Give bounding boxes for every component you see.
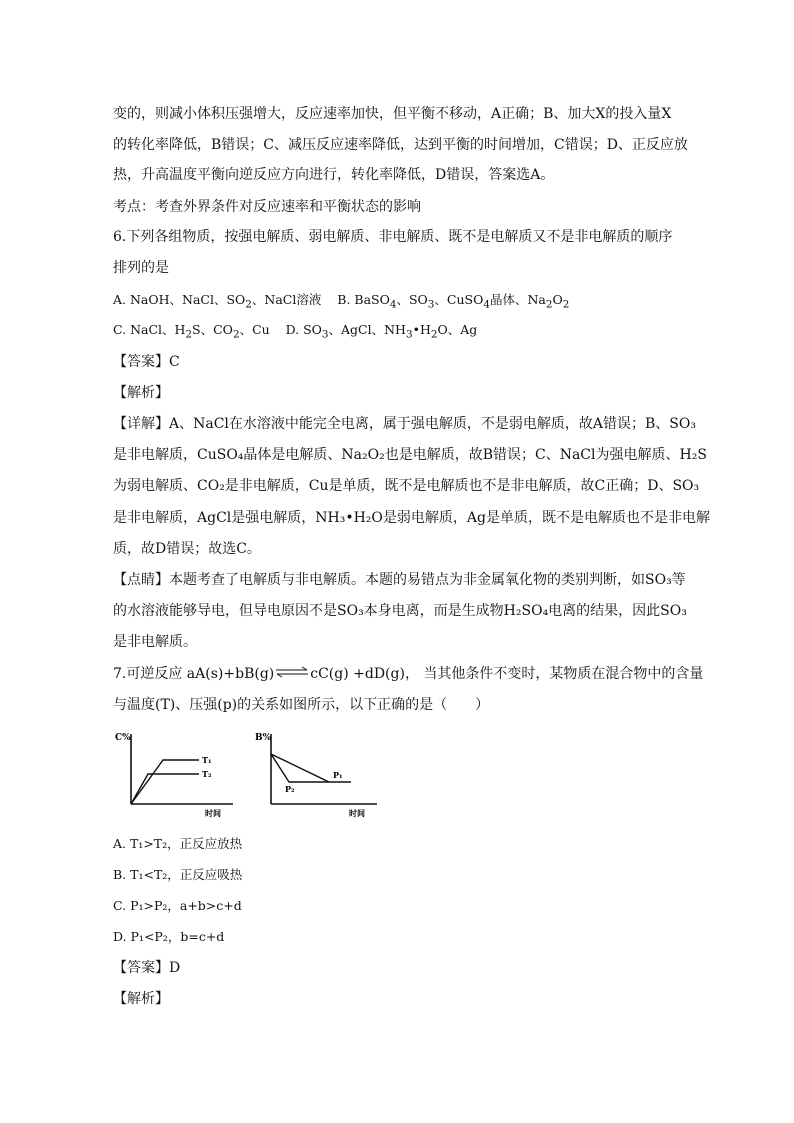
curve-p2-label: P₂ [285, 784, 295, 794]
q6-options-ab: A. NaOH、NaCl、$SO_2$、NaCl溶液 B. BaSO$_4$、$SO_3$、CuSO$_4$晶体、$Na_2O_2$ [113, 292, 570, 311]
q6-detail-line: 是非电解质，CuSO₄晶体是电解质、Na₂O₂也是电解质，故B错误；C、NaCl为强电解质、H₂S [113, 447, 707, 463]
q6-stem-line: 排列的是 [113, 260, 169, 276]
analysis-line: 的转化率降低，B错误；C、减压反应速率降低，达到平衡的时间增加，C错误；D、正反应放 [113, 137, 688, 153]
q7-option-a: A. T₁>T₂，正反应放热 [113, 836, 243, 851]
q6-answer: 【答案】C [113, 354, 180, 370]
q6-analysis-label: 【解析】 [113, 385, 169, 401]
x-axis-label: 时间 [205, 808, 221, 818]
curve-p1-label: P₁ [333, 770, 343, 780]
curve-t1-label: T₁ [202, 755, 212, 765]
q6-options-cd: C. NaCl、$H_2S$、$CO_2$、Cu D. $SO_3$、AgCl、$NH_3•H_2O$、Ag [113, 322, 478, 341]
figure-b-percent [253, 728, 383, 824]
q6-pointing-line: 是非电解质。 [113, 634, 197, 650]
q6-pointing-line: 的水溶液能够导电，但导电原因不是SO₃本身电离，而是生成物H₂SO₄电离的结果，因此SO₃ [113, 603, 687, 619]
curve-t2-label: T₂ [202, 769, 212, 779]
q7-option-b: B. T₁<T₂，正反应吸热 [113, 867, 243, 882]
q6-detail-line: 为弱电解质、CO₂是非电解质，Cu是单质，既不是电解质也不是非电解质，故C正确；D、SO₃ [113, 478, 700, 494]
q6-stem-line: 6.下列各组物质，按强电解质、弱电解质、非电解质、既不是电解质又不是非电解质的顺序 [113, 229, 673, 245]
q7-analysis-label: 【解析】 [113, 991, 169, 1007]
q6-detail-line: 【详解】A、NaCl在水溶液中能完全电离，属于强电解质，不是弱电解质，故A错误；B、SO₃ [113, 416, 696, 432]
q7-stem-line: 与温度(T)、压强(p)的关系如图所示，以下正确的是（ ） [113, 697, 490, 713]
q7-option-c: C. P₁>P₂，a+b>c+d [113, 898, 242, 913]
q7-option-d: D. P₁<P₂，b=c+d [113, 929, 225, 944]
reversible-arrow-icon [275, 664, 309, 684]
y-axis-label: B% [255, 733, 272, 743]
analysis-line: 热，升高温度平衡向逆反应方向进行，转化率降低，D错误，答案选A。 [113, 167, 555, 183]
analysis-line: 变的，则减小体积压强增大，反应速率加快，但平衡不移动，A正确；B、加大X的投入量X [113, 106, 672, 122]
curve-t1 [131, 760, 199, 804]
q7-answer: 【答案】D [113, 960, 181, 976]
x-axis-label: 时间 [349, 808, 365, 818]
q6-detail-line: 是非电解质，AgCl是强电解质，NH₃•H₂O是弱电解质，Ag是单质，既不是电解质也不是非电解 [113, 510, 710, 526]
kaodian-line: 考点：考查外界条件对反应速率和平衡状态的影响 [113, 199, 421, 215]
q7-stem-line: 7.可逆反应 aA(s)+bB(g) cC(g) +dD(g)， 当其他条件不变时，某物质在混合物中的含量 [113, 666, 704, 682]
q6-detail-line: 质，故D错误；故选C。 [113, 541, 261, 557]
y-axis-label: C% [115, 733, 131, 743]
q6-pointing-line: 【点睛】本题考查了电解质与非电解质。本题的易错点为非金属氧化物的类别判断，如SO₃等 [113, 572, 686, 588]
figure-c-percent [113, 728, 243, 824]
